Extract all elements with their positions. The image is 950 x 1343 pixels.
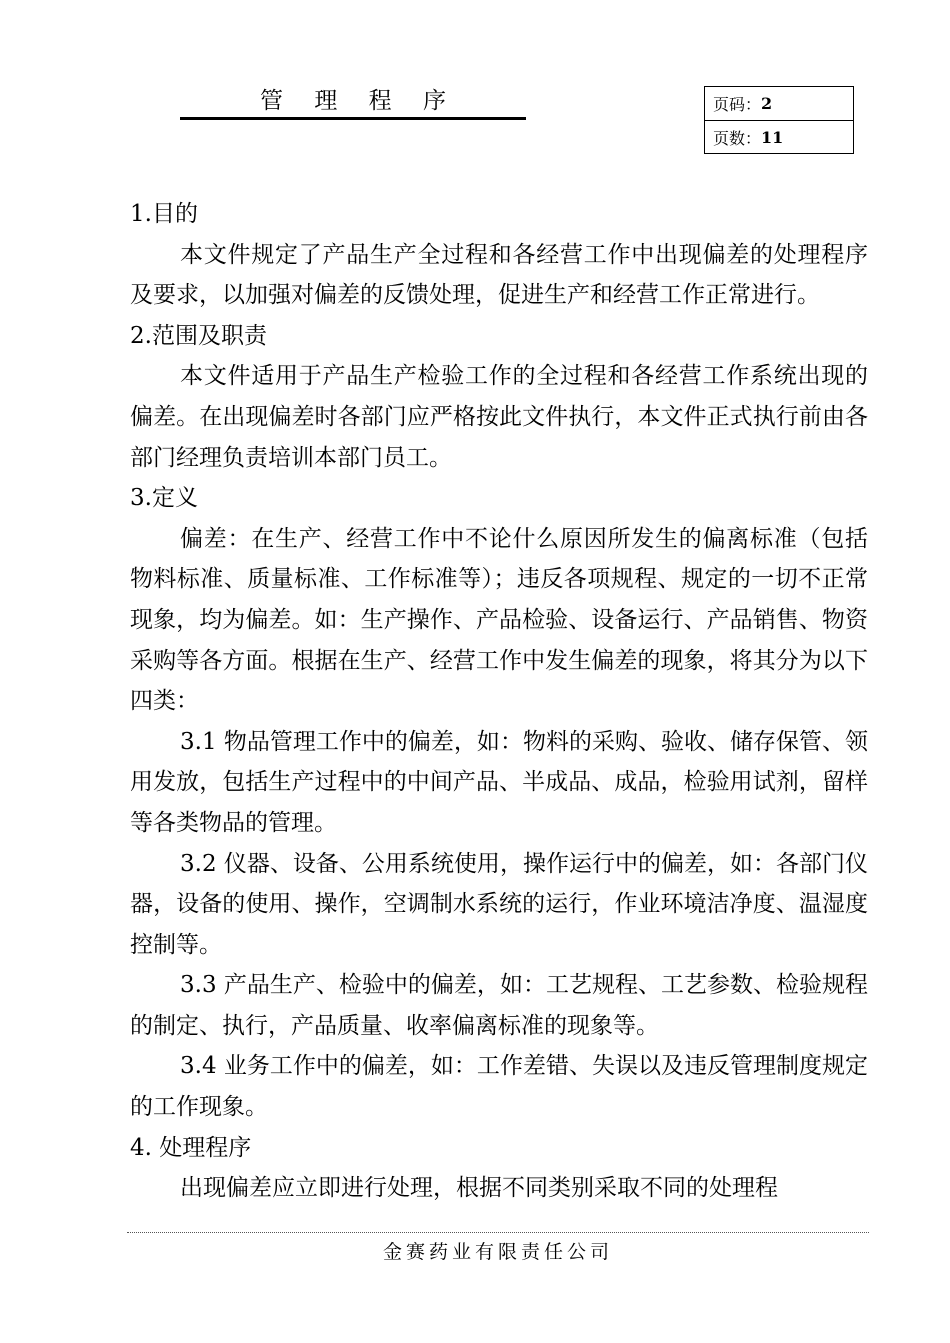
page-number-row	[705, 87, 853, 120]
definition-paragraph: 偏差：在生产、经营工作中不论什么原因所发生的偏离标准（包括物料标准、质量标准、工作标准等）；违反各项规程、规定的一切不正常现象，均为偏差。如：生产操作、产品检验、设备运行、产品销售、物资采购等各方面。根据在生产、经营工作中发生偏差的现象，将其分为以下四类：	[130, 525, 868, 715]
page-info-box	[704, 86, 854, 154]
section-heading-scope: 2.范围及职责	[130, 322, 267, 349]
definition-item-3-3: 3.3 产品生产、检验中的偏差，如：工艺规程、工艺参数、检验规程的制定、执行，产品质量、收率偏离标准的现象等。	[130, 972, 868, 1039]
footer-divider	[127, 1232, 869, 1233]
procedure-paragraph: 出现偏差应立即进行处理，根据不同类别采取不同的处理程	[180, 1175, 778, 1202]
page-count-value: 11	[761, 127, 784, 147]
section-heading-procedure: 4. 处理程序	[130, 1134, 252, 1161]
definition-item-3-4: 3.4 业务工作中的偏差，如：工作差错、失误以及违反管理制度规定的工作现象。	[130, 1053, 868, 1121]
page-number-value: 2	[761, 94, 773, 113]
document-body	[130, 194, 868, 1209]
page-count-row	[705, 120, 853, 153]
purpose-paragraph: 本文件规定了产品生产全过程和各经营工作中出现偏差的处理程序及要求，以加强对偏差的反馈处理，促进生产和经营工作正常进行。	[130, 241, 868, 309]
definition-item-3-1: 3.1 物品管理工作中的偏差，如：物料的采购、验收、储存保管、领用发放，包括生产过程中的中间产品、半成品、成品，检验用试剂，留样等各类物品的管理。	[130, 728, 868, 836]
page-number-label: 页码：	[713, 95, 762, 114]
definition-item-3-2: 3.2 仪器、设备、公用系统使用，操作运行中的偏差，如：各部门仪器，设备的使用、操作，空调制水系统的运行，作业环境洁净度、温湿度控制等。	[130, 850, 868, 958]
scope-paragraph: 本文件适用于产品生产检验工作的全过程和各经营工作系统出现的偏差。在出现偏差时各部门应严格按此文件执行，本文件正式执行前由各部门经理负责培训本部门员工。	[130, 363, 868, 471]
section-heading-purpose: 1.目的	[130, 201, 198, 227]
title-underline	[180, 117, 526, 120]
section-heading-definition: 3.定义	[130, 485, 198, 512]
footer-company-name: 金赛药业有限责任公司	[382, 1241, 613, 1263]
page-count-label: 页数：	[713, 128, 762, 148]
document-title: 管 理 程 序	[260, 88, 458, 114]
